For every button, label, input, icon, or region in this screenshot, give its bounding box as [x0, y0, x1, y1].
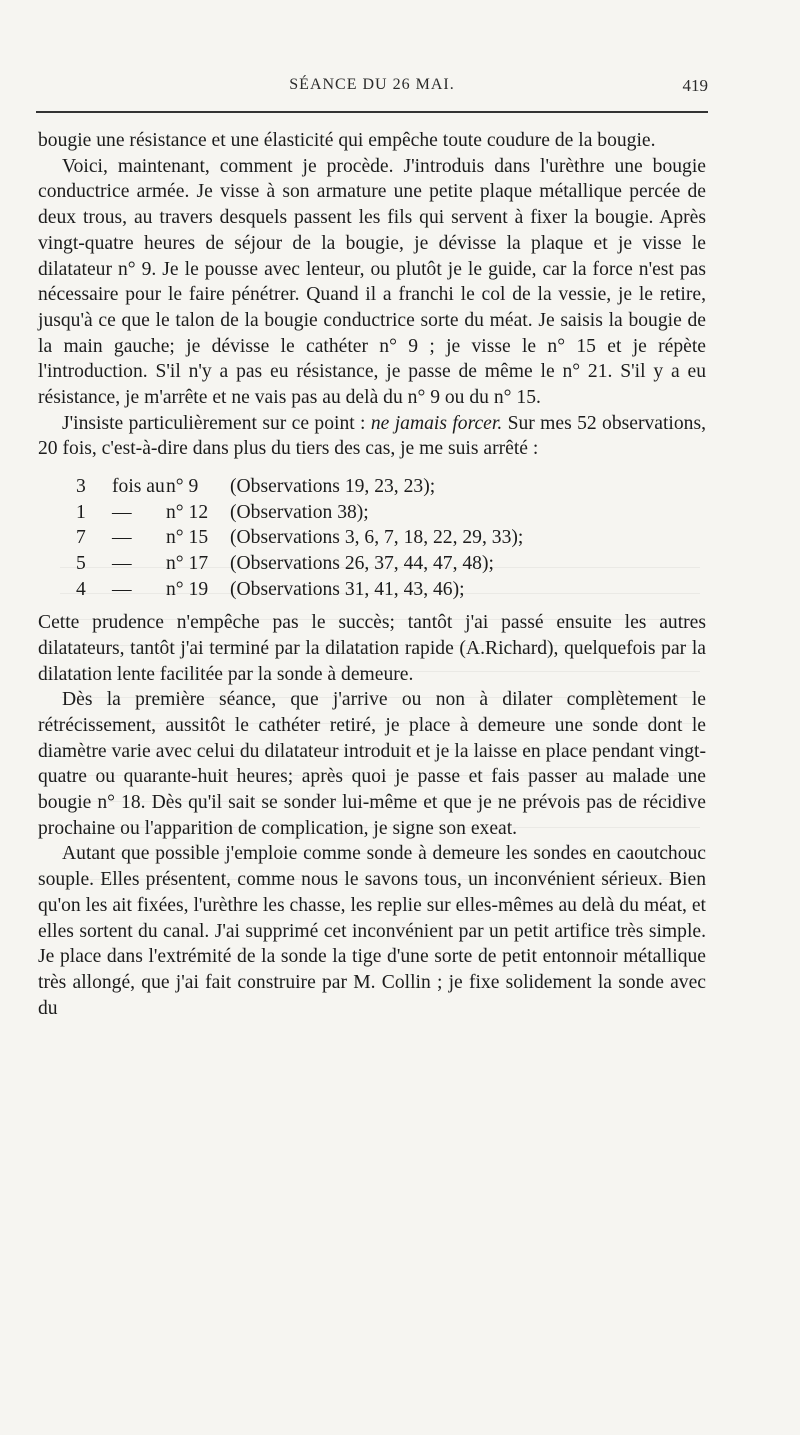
obs-references: (Observation 38);	[230, 501, 369, 523]
running-head: SÉANCE DU 26 MAI.	[289, 76, 455, 93]
body-text	[38, 128, 706, 1021]
list-item	[38, 551, 706, 577]
obs-separator: —	[112, 552, 132, 574]
paragraph-6: Autant que possible j'emploie comme sonde à demeure les sondes en caoutchouc souple. Elles présentent, comme nous le savons tous, un inconvénient sérieux. Bien qu'on les ait fixées, l'urèthre les chasse, les replie sur elles-mêmes au delà du méat, et elles sortent du canal. J'ai supprimé cet inconvénient par un petit artifice très simple. Je place dans l'extrémité de la sonde la tige d'une sorte de petit entonnoir métallique très allongé, que j'ai fait construire par M. Collin ; je fixe solidement la sonde avec du	[38, 843, 706, 1019]
list-item	[38, 577, 706, 603]
paragraph-5: Dès la première séance, que j'arrive ou non à dilater complètement le rétrécissement, aussitôt le cathéter retiré, je place à demeure une sonde dont le diamètre varie avec celui du dilatateur introduit et je la laisse en place pendant vingt-quatre ou quarante-huit heures; après quoi je passe et fais passer au malade une bougie n° 18. Dès qu'il sait se sonder lui-même et que je ne prévois pas de récidive prochaine ou l'apparition de complication, je signe son exeat.	[38, 689, 706, 839]
obs-count: 4	[76, 578, 86, 600]
obs-number: n° 17	[166, 552, 209, 574]
obs-number: n° 15	[166, 527, 209, 549]
paragraph-3-emphasis: ne jamais forcer.	[370, 412, 503, 434]
list-item	[38, 474, 706, 500]
header-rule	[36, 111, 708, 113]
paragraph-1: bougie une résistance et une élasticité qui empêche toute coudure de la bougie.	[38, 130, 656, 151]
obs-references: (Observations 3, 6, 7, 18, 22, 29, 33);	[230, 527, 524, 549]
obs-count: 3	[76, 476, 86, 498]
paragraph-4: Cette prudence n'empêche pas le succès; tantôt j'ai passé ensuite les autres dilatateurs, tantôt j'ai terminé par la dilatation rapide (A.Richard), quelquefois par la dilatation lente facilitée par la sonde à demeure.	[38, 612, 706, 685]
page-header	[36, 76, 708, 100]
obs-count: 1	[76, 501, 86, 523]
list-item	[38, 500, 706, 526]
observation-list	[38, 474, 706, 602]
obs-count: 7	[76, 527, 86, 549]
obs-separator: —	[112, 501, 132, 523]
obs-number: n° 19	[166, 578, 209, 600]
list-item	[38, 525, 706, 551]
obs-number: n° 12	[166, 501, 209, 523]
paragraph-3-end: Sur mes 52 observations, 20 fois, c'est-à-dire dans plus du tiers des cas, je me suis arrêté :	[38, 412, 706, 460]
paragraph-2: Voici, maintenant, comment je procède. J'introduis dans l'urèthre une bougie conductrice armée. Je visse à son armature une petite plaque métallique percée de deux trous, au travers desquels passent les fils qui servent à fixer la bougie. Après vingt-quatre heures de séjour de la bougie, je dévisse la plaque et je visse le dilatateur n° 9. Je le pousse avec lenteur, ou plutôt je le guide, car la force n'est pas nécessaire pour le faire pénétrer. Quand il a franchi le col de la vessie, je le retire, jusqu'à ce que le talon de la bougie conductrice sorte du méat. Je saisis la bougie de la main gauche; je dévisse le cathéter n° 9 ; je visse le n° 15 et je répète l'introduction. S'il n'y a pas eu résistance, je passe de même le n° 21. S'il y a eu résistance, je m'arrête et ne vais pas au delà du n° 9 ou du n° 15.	[38, 155, 706, 409]
obs-separator: fois au	[112, 476, 165, 498]
paragraph-3	[38, 411, 706, 462]
page-number: 419	[682, 76, 708, 95]
obs-references: (Observations 19, 23, 23);	[230, 476, 436, 498]
obs-number: n° 9	[166, 476, 199, 498]
obs-separator: —	[112, 578, 132, 600]
obs-references: (Observations 31, 41, 43, 46);	[230, 578, 465, 600]
obs-references: (Observations 26, 37, 44, 47, 48);	[230, 552, 494, 574]
obs-count: 5	[76, 552, 86, 574]
obs-separator: —	[112, 527, 132, 549]
paragraph-3-start: J'insiste particulièrement sur ce point :	[62, 412, 371, 434]
